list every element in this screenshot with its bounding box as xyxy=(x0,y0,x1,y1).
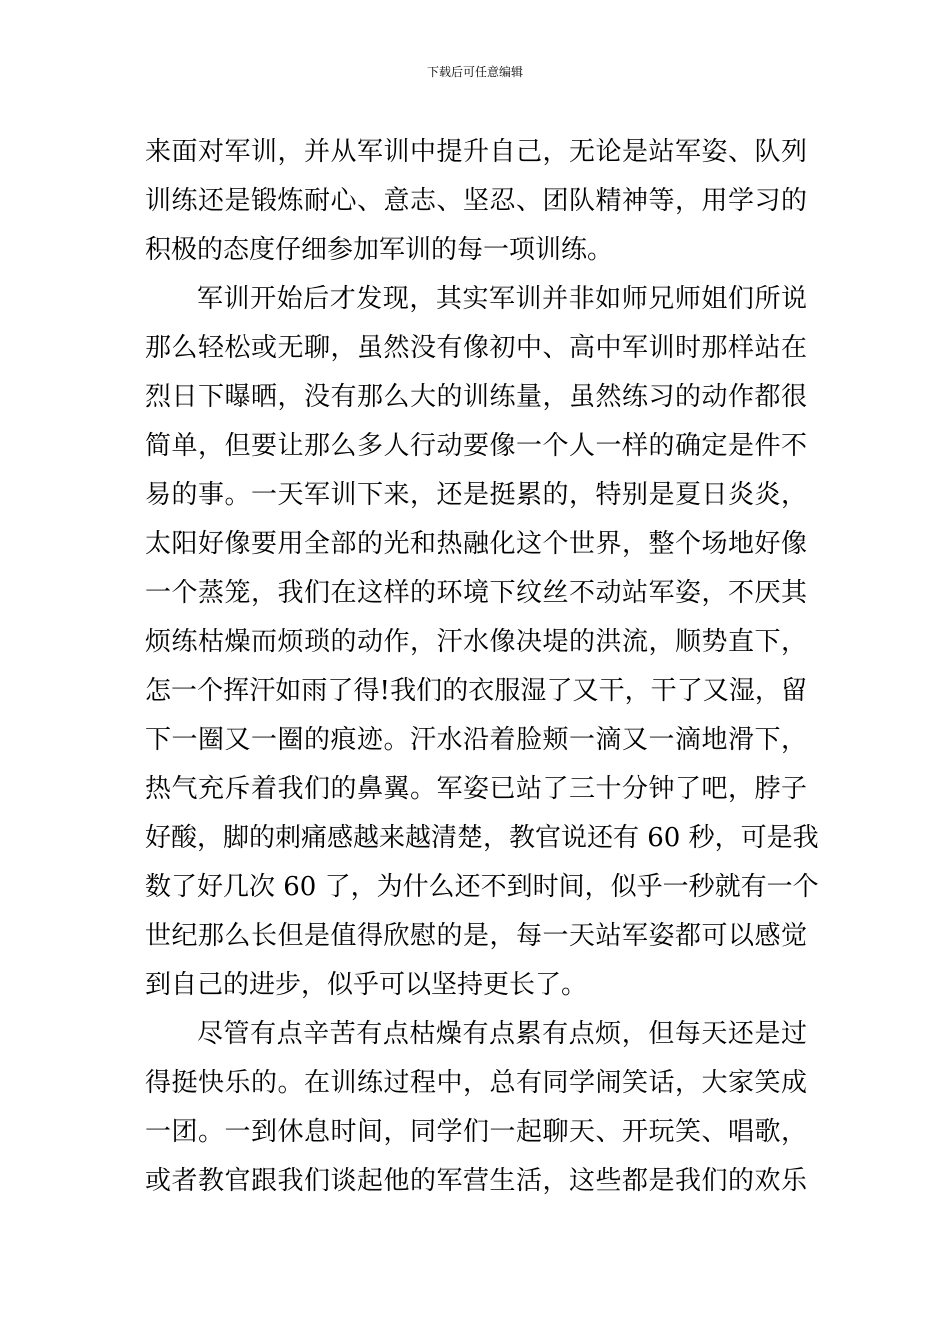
text-line: 训练还是锻炼耐心、意志、坚忍、团队精神等，用学习的 xyxy=(145,186,807,216)
text-line: 世纪那么长但是值得欣慰的是，每一天站军姿都可以感觉 xyxy=(145,921,807,951)
text-line: 尽管有点辛苦有点枯燥有点累有点烦，但每天还是过 xyxy=(197,1019,807,1049)
text-line: 一团。一到休息时间，同学们一起聊天、开玩笑、唱歌， xyxy=(145,1117,807,1147)
paragraph xyxy=(145,1010,807,1206)
text-line: 得挺快乐的。在训练过程中，总有同学闹笑话，大家笑成 xyxy=(145,1068,807,1098)
text-line: 烈日下曝晒，没有那么大的训练量，虽然练习的动作都很 xyxy=(145,382,807,412)
text-line: 简单，但要让那么多人行动要像一个人一样的确定是件不 xyxy=(145,431,807,461)
text-line: 那么轻松或无聊，虽然没有像初中、高中军训时那样站在 xyxy=(145,333,807,363)
paragraph xyxy=(145,128,807,275)
document-body xyxy=(145,128,819,1206)
text-line: 积极的态度仔细参加军训的每一项训练。 xyxy=(145,235,614,265)
text-line: 下一圈又一圈的痕迹。汗水沿着脸颊一滴又一滴地滑下， xyxy=(145,725,807,755)
text-line: 太阳好像要用全部的光和热融化这个世界，整个场地好像 xyxy=(145,529,807,559)
text-line: 一个蒸笼，我们在这样的环境下纹丝不动站军姿，不厌其 xyxy=(145,578,807,608)
text-line: 军训开始后才发现，其实军训并非如师兄师姐们所说 xyxy=(197,284,807,314)
text-line: 怎一个挥汗如雨了得!我们的衣服湿了又干，干了又湿，留 xyxy=(145,676,807,706)
text-line: 易的事。一天军训下来，还是挺累的，特别是夏日炎炎， xyxy=(145,480,807,510)
paragraph xyxy=(145,275,819,1010)
text-line: 热气充斥着我们的鼻翼。军姿已站了三十分钟了吧，脖子 xyxy=(145,774,807,804)
page-header: 下载后可任意编辑 xyxy=(426,65,523,79)
text-line: 到自己的进步，似乎可以坚持更长了。 xyxy=(145,970,588,1000)
text-line: 来面对军训，并从军训中提升自己，无论是站军姿、队列 xyxy=(145,137,807,167)
text-line: 或者教官跟我们谈起他的军营生活，这些都是我们的欢乐 xyxy=(145,1166,807,1196)
text-line: 烦练枯燥而烦琐的动作，汗水像决堤的洪流，顺势直下， xyxy=(145,627,807,657)
text-line: 数了好几次 60 了，为什么还不到时间，似乎一秒就有一个 xyxy=(145,872,819,902)
text-line: 好酸，脚的刺痛感越来越清楚，教官说还有 60 秒，可是我 xyxy=(145,823,819,853)
